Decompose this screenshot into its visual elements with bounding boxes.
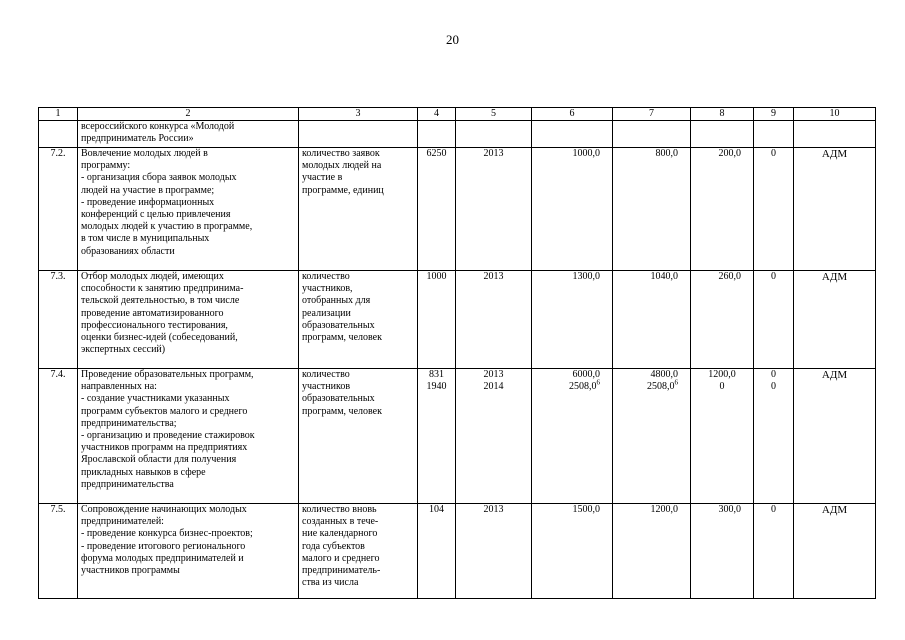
indicator-cell: количество участников, отобранных для реализации образовательных программ, человек bbox=[299, 271, 418, 369]
table-row bbox=[39, 369, 876, 504]
description-cell: всероссийского конкурса «Молодой предприниматель России» bbox=[78, 121, 299, 148]
table-row bbox=[39, 271, 876, 369]
amount-cell bbox=[754, 369, 794, 504]
amount-cell bbox=[613, 369, 691, 504]
page-number: 20 bbox=[446, 32, 459, 47]
item-number: 7.5. bbox=[39, 504, 78, 599]
amount-2014: 0 bbox=[771, 381, 776, 393]
item-number: 7.2. bbox=[39, 148, 78, 271]
description-cell: Отбор молодых людей, имеющих способности к занятию предпринима- тельской деятельностью, в том числе проведение автоматизированного профессионального тестирования, оценки бизнес-идей (собеседований, экспертных сессий) bbox=[78, 271, 299, 369]
item-number: 7.3. bbox=[39, 271, 78, 369]
amount-cell: 200,0 bbox=[691, 148, 754, 271]
total-cell: 1000,0 bbox=[532, 148, 613, 271]
header-cell: 8 bbox=[691, 108, 754, 121]
year-cell: 2013 bbox=[456, 504, 532, 599]
executor-cell: АДМ bbox=[794, 148, 876, 271]
year-second: 2014 bbox=[483, 381, 504, 393]
value-2014: 1940 bbox=[426, 381, 447, 393]
amount-cell bbox=[691, 369, 754, 504]
value-cell bbox=[418, 369, 456, 504]
indicator-cell: количество участников образовательных программ, человек bbox=[299, 369, 418, 504]
year-cell: 2013 bbox=[456, 148, 532, 271]
amount-cell: 1200,0 bbox=[613, 504, 691, 599]
header-cell: 4 bbox=[418, 108, 456, 121]
header-row bbox=[39, 108, 876, 121]
table-row bbox=[39, 504, 876, 599]
description-cell: Сопровождение начинающих молодых предпринимателей: - проведение конкурса бизнес-проектов; - проведение итогового регионального форума молодых предпринимателей и участников программы bbox=[78, 504, 299, 599]
header-cell: 10 bbox=[794, 108, 876, 121]
total-cell bbox=[532, 369, 613, 504]
total-2013: 6000,0 bbox=[572, 369, 600, 380]
amount-2013: 0 bbox=[771, 369, 776, 380]
amount-2013: 1200,0 bbox=[708, 369, 736, 380]
footnote-mark: 6 bbox=[674, 378, 678, 387]
total-cell: 1500,0 bbox=[532, 504, 613, 599]
table-row-continuation bbox=[39, 121, 876, 148]
amount-cell: 1040,0 bbox=[613, 271, 691, 369]
amount-2014: 0 bbox=[719, 381, 725, 393]
amount-cell: 0 bbox=[754, 271, 794, 369]
value-cell: 1000 bbox=[418, 271, 456, 369]
amount-cell: 260,0 bbox=[691, 271, 754, 369]
indicator-cell: количество вновь созданных в тече- ние календарного года субъектов малого и среднего предприниматель- ства из числа bbox=[299, 504, 418, 599]
amount-cell: 800,0 bbox=[613, 148, 691, 271]
program-table bbox=[38, 107, 876, 599]
header-cell: 1 bbox=[39, 108, 78, 121]
amount-2013: 4800,0 bbox=[650, 369, 678, 380]
executor-cell: АДМ bbox=[794, 271, 876, 369]
amount-cell: 0 bbox=[754, 504, 794, 599]
description-cell: Проведение образовательных программ, направленных на: - создание участниками указанных программ субъектов малого и среднего предпринимательства; - организацию и проведение стажировок участников программ на предприятиях Ярославской области для получения прикладных навыков в сфере предпринимательства bbox=[78, 369, 299, 504]
header-cell: 3 bbox=[299, 108, 418, 121]
value-cell: 6250 bbox=[418, 148, 456, 271]
header-cell: 6 bbox=[532, 108, 613, 121]
year-first: 2013 bbox=[483, 369, 504, 380]
description-cell: Вовлечение молодых людей в программу: - организация сбора заявок молодых людей на участие в программе; - проведение информационных конференций с целью привлечения молодых людей к участию в программе, в том числе в муниципальных образованиях области bbox=[78, 148, 299, 271]
year-cell bbox=[456, 369, 532, 504]
amount-cell: 0 bbox=[754, 148, 794, 271]
value-cell: 104 bbox=[418, 504, 456, 599]
year-cell: 2013 bbox=[456, 271, 532, 369]
amount-2014: 2508,0$^6$ bbox=[647, 378, 678, 393]
value-2013: 831 bbox=[429, 369, 444, 380]
header-cell: 5 bbox=[456, 108, 532, 121]
footnote-mark: 6 bbox=[596, 378, 600, 387]
indicator-cell: количество заявок молодых людей на участие в программе, единиц bbox=[299, 148, 418, 271]
header-cell: 2 bbox=[78, 108, 299, 121]
header-cell: 9 bbox=[754, 108, 794, 121]
item-number: 7.4. bbox=[39, 369, 78, 504]
executor-cell: АДМ bbox=[794, 504, 876, 599]
total-2014: 2508,0$^6$ bbox=[569, 378, 600, 393]
amount-cell: 300,0 bbox=[691, 504, 754, 599]
table-row bbox=[39, 148, 876, 271]
header-cell: 7 bbox=[613, 108, 691, 121]
total-cell: 1300,0 bbox=[532, 271, 613, 369]
executor-cell: АДМ bbox=[794, 369, 876, 504]
